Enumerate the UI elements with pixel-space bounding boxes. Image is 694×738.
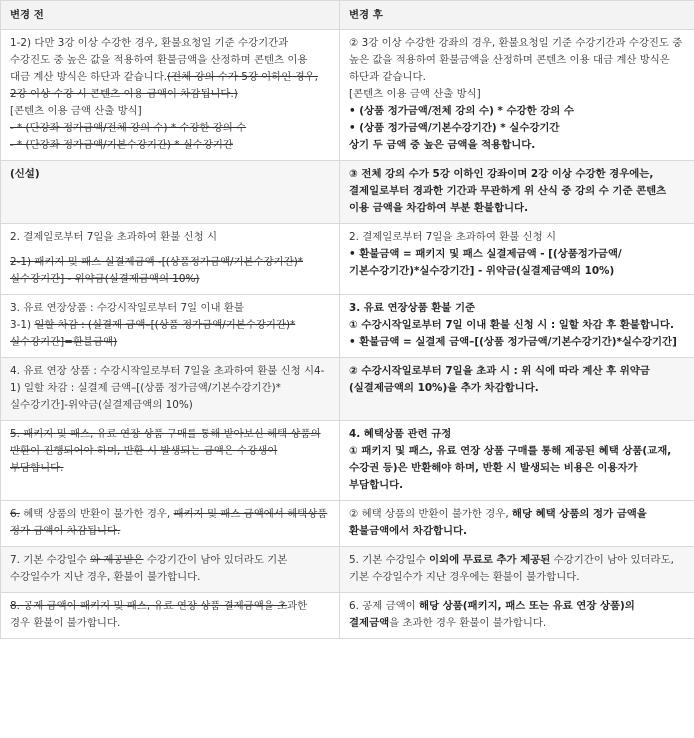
bold-text: • (상품 정가금액/기본수강기간) * 실수강기간 bbox=[349, 122, 560, 134]
cell-line bbox=[10, 317, 330, 351]
cell-text: 3-1) bbox=[10, 319, 35, 331]
cell-line bbox=[349, 552, 685, 586]
cell-line bbox=[349, 120, 685, 137]
header-after: 변경 후 bbox=[340, 1, 694, 30]
bold-text: • 환불금액 = 실결제 금액–[(상품 정가금액/기본수강기간)*실수강기간] bbox=[349, 336, 677, 348]
cell-text: 2. 결제일로부터 7일을 초과하여 환불 신청 시 bbox=[10, 231, 217, 243]
before-cell bbox=[1, 224, 340, 295]
struck-text: 5. 패키지 및 패스, 유료 연장 상품 구매를 통해 받아보신 혜택 상품의 반환이 진행되어야 하며, 반환 시 발생되는 금액은 수강생이 부담합니다. bbox=[10, 428, 321, 474]
cell-line bbox=[349, 35, 685, 86]
cell-line bbox=[349, 229, 685, 246]
bold-text: 이외에 무료로 추가 제공된 bbox=[429, 554, 551, 566]
cell-text: 5. 기본 수강일수 bbox=[349, 554, 430, 566]
bold-text: • (상품 정가금액/전체 강의 수) * 수강한 강의 수 bbox=[349, 105, 574, 117]
cell-text: [콘텐츠 이용 금액 산출 방식] bbox=[10, 105, 142, 117]
bold-text: 3. 유료 연장상품 환불 기준 bbox=[349, 302, 476, 314]
cell-line bbox=[349, 103, 685, 120]
table-row bbox=[1, 224, 694, 295]
cell-line bbox=[349, 443, 685, 494]
table-row bbox=[1, 161, 694, 224]
cell-line bbox=[10, 598, 330, 632]
struck-text: 패키지 및 패스 금액에서 혜택상품 정가 금액이 차감됩니다. bbox=[10, 508, 328, 537]
cell-line bbox=[10, 363, 330, 414]
after-cell bbox=[340, 421, 694, 501]
header-row bbox=[1, 1, 694, 30]
cell-line bbox=[10, 254, 330, 288]
bold-text: 해당 상품(패키지, 패스 또는 유료 연장 상품)의 결제금액 bbox=[349, 600, 635, 629]
table-row bbox=[1, 421, 694, 501]
cell-line bbox=[349, 246, 685, 280]
cell-line bbox=[10, 103, 330, 120]
bold-text: 4. 혜택상품 관련 규정 bbox=[349, 428, 452, 440]
after-cell bbox=[340, 358, 694, 421]
cell-text: 과한 경우 환불이 불가합니다. bbox=[10, 600, 308, 629]
cell-text: 수강기간이 남아 있더라도 기본 수강일수가 지난 경우, 환불이 불가합니다. bbox=[10, 554, 288, 583]
cell-text: 수강기간이 남아 있더라도, 기본 수강일수가 지난 경우에는 환불이 불가합니다. bbox=[349, 554, 674, 583]
after-cell bbox=[340, 593, 694, 639]
after-cell bbox=[340, 547, 694, 593]
before-cell bbox=[1, 501, 340, 547]
before-cell bbox=[1, 421, 340, 501]
cell-line bbox=[10, 229, 330, 246]
before-cell bbox=[1, 30, 340, 161]
cell-line bbox=[349, 137, 685, 154]
bold-text: ① 패키지 및 패스, 유료 연장 상품 구매를 통해 제공된 혜택 상품(교재, 수강권 등)은 반환해야 하며, 반환 시 발생되는 비용은 이용자가 부담합니다. bbox=[349, 445, 672, 491]
cell-line bbox=[10, 120, 330, 137]
struck-text: - * (단강좌 정가금액/전체 강의 수) * 수강한 강의 수 bbox=[10, 122, 247, 134]
before-cell bbox=[1, 593, 340, 639]
after-cell bbox=[340, 501, 694, 547]
bold-text: • 환불금액 = 패키지 및 패스 실결제금액 - [(상품정가금액/기본수강기간)*실수강기간] - 위약금(실결제금액의 10%) bbox=[349, 248, 622, 277]
cell-text: 4. 유료 연장 상품 : 수강시작일로부터 7일을 초과하여 환불 신청 시4-1) 일할 차감 : 실결제 금액–[(상품 정가금액/기본수강기간)*실수강기간]-위약금(실결제금액의 10%) bbox=[10, 365, 325, 411]
cell-line bbox=[349, 426, 685, 443]
cell-line bbox=[10, 300, 330, 317]
bold-text: ① 수강시작일로부터 7일 이내 환불 신청 시 : 일할 차감 후 환불합니다. bbox=[349, 319, 674, 331]
struck-text: 와 제공받은 bbox=[90, 554, 144, 566]
table-row bbox=[1, 593, 694, 639]
struck-text: - * (단강좌 정가금액/기본수강기간) * 실수강기간 bbox=[10, 139, 233, 151]
line-gap bbox=[10, 246, 330, 254]
bold-text: 해당 혜택 상품의 정가 금액을 환불금액에서 차감합니다. bbox=[349, 508, 647, 537]
cell-line bbox=[10, 552, 330, 586]
cell-line bbox=[10, 137, 330, 154]
before-cell bbox=[1, 161, 340, 224]
cell-line bbox=[10, 426, 330, 477]
after-cell bbox=[340, 161, 694, 224]
before-cell bbox=[1, 547, 340, 593]
cell-text: 2. 결제일로부터 7일을 초과하여 환불 신청 시 bbox=[349, 231, 556, 243]
cell-line bbox=[349, 506, 685, 540]
cell-text: 7. 기본 수강일수 bbox=[10, 554, 91, 566]
struck-text: 6. bbox=[10, 508, 20, 520]
struck-text: 일할 차감 : (실결제 금액–[(상품 정가금액/기본수강기간)*실수강기간]=환불금액) bbox=[10, 319, 296, 348]
table-row bbox=[1, 30, 694, 161]
cell-text: ② 혜택 상품의 반환이 불가한 경우, bbox=[349, 508, 512, 520]
table-row bbox=[1, 547, 694, 593]
table-row bbox=[1, 501, 694, 547]
after-cell bbox=[340, 224, 694, 295]
table-row bbox=[1, 295, 694, 358]
after-cell bbox=[340, 295, 694, 358]
struck-text: (전체 강의 수가 5강 이하인 경우, 2강 이상 수강 시 콘텐츠 이용 금액이 차감됩니다.) bbox=[10, 71, 318, 100]
cell-line bbox=[349, 363, 685, 397]
struck-text: 8. 공제 금액이 패키지 및 패스, 유료 연장 상품 결제금액을 초 bbox=[10, 600, 288, 612]
bold-text: (신설) bbox=[10, 168, 40, 180]
cell-line bbox=[10, 35, 330, 103]
cell-text: [콘텐츠 이용 금액 산출 방식] bbox=[349, 88, 481, 100]
cell-text: 6. 공제 금액이 bbox=[349, 600, 420, 612]
header-before: 변경 전 bbox=[1, 1, 340, 30]
cell-line bbox=[349, 598, 685, 632]
bold-text: ② 수강시작일로부터 7일을 초과 시 : 위 식에 따라 계산 후 위약금(실결제금액의 10%)을 추가 차감합니다. bbox=[349, 365, 650, 394]
cell-line bbox=[10, 506, 330, 540]
cell-line bbox=[349, 317, 685, 334]
cell-text: 1-2) 다만 3강 이상 수강한 경우, 환불요청일 기준 수강기간과 수강진도 중 높은 값을 적용하여 환불금액을 산정하며 콘텐츠 이용 대금 계산 방식은 하단과 같습니다. bbox=[10, 37, 308, 83]
cell-text: 을 초과한 경우 환불이 불가합니다. bbox=[389, 617, 547, 629]
struck-text: 2-1) 패키지 및 패스 실결제금액 -[(상품정가금액/기본수강기간)*실수강기간] - 위약금(실결제금액의 10%) bbox=[10, 256, 304, 285]
cell-line bbox=[349, 86, 685, 103]
after-cell bbox=[340, 30, 694, 161]
cell-line bbox=[349, 334, 685, 351]
cell-line bbox=[349, 166, 685, 217]
cell-text: 3. 유료 연장상품 : 수강시작일로부터 7일 이내 환불 bbox=[10, 302, 244, 314]
cell-text: ② 3강 이상 수강한 강좌의 경우, 환불요청일 기준 수강기간과 수강진도 중 높은 값을 적용하여 환불금액을 산정하며 콘텐츠 이용 대금 계산 방식은 하단과 같습니다. bbox=[349, 37, 683, 83]
before-cell bbox=[1, 358, 340, 421]
bold-text: ③ 전체 강의 수가 5강 이하인 강좌이며 2강 이상 수강한 경우에는, 결제일로부터 경과한 기간과 무관하게 위 산식 중 강의 수 기준 콘텐츠 이용 금액을 차감하여 부분 환불합니다. bbox=[349, 168, 667, 214]
cell-line bbox=[10, 166, 330, 183]
cell-text: 혜택 상품의 반환이 불가한 경우, bbox=[19, 508, 174, 520]
before-cell bbox=[1, 295, 340, 358]
cell-line bbox=[349, 300, 685, 317]
table-row bbox=[1, 358, 694, 421]
bold-text: 상기 두 금액 중 높은 금액을 적용합니다. bbox=[349, 139, 536, 151]
